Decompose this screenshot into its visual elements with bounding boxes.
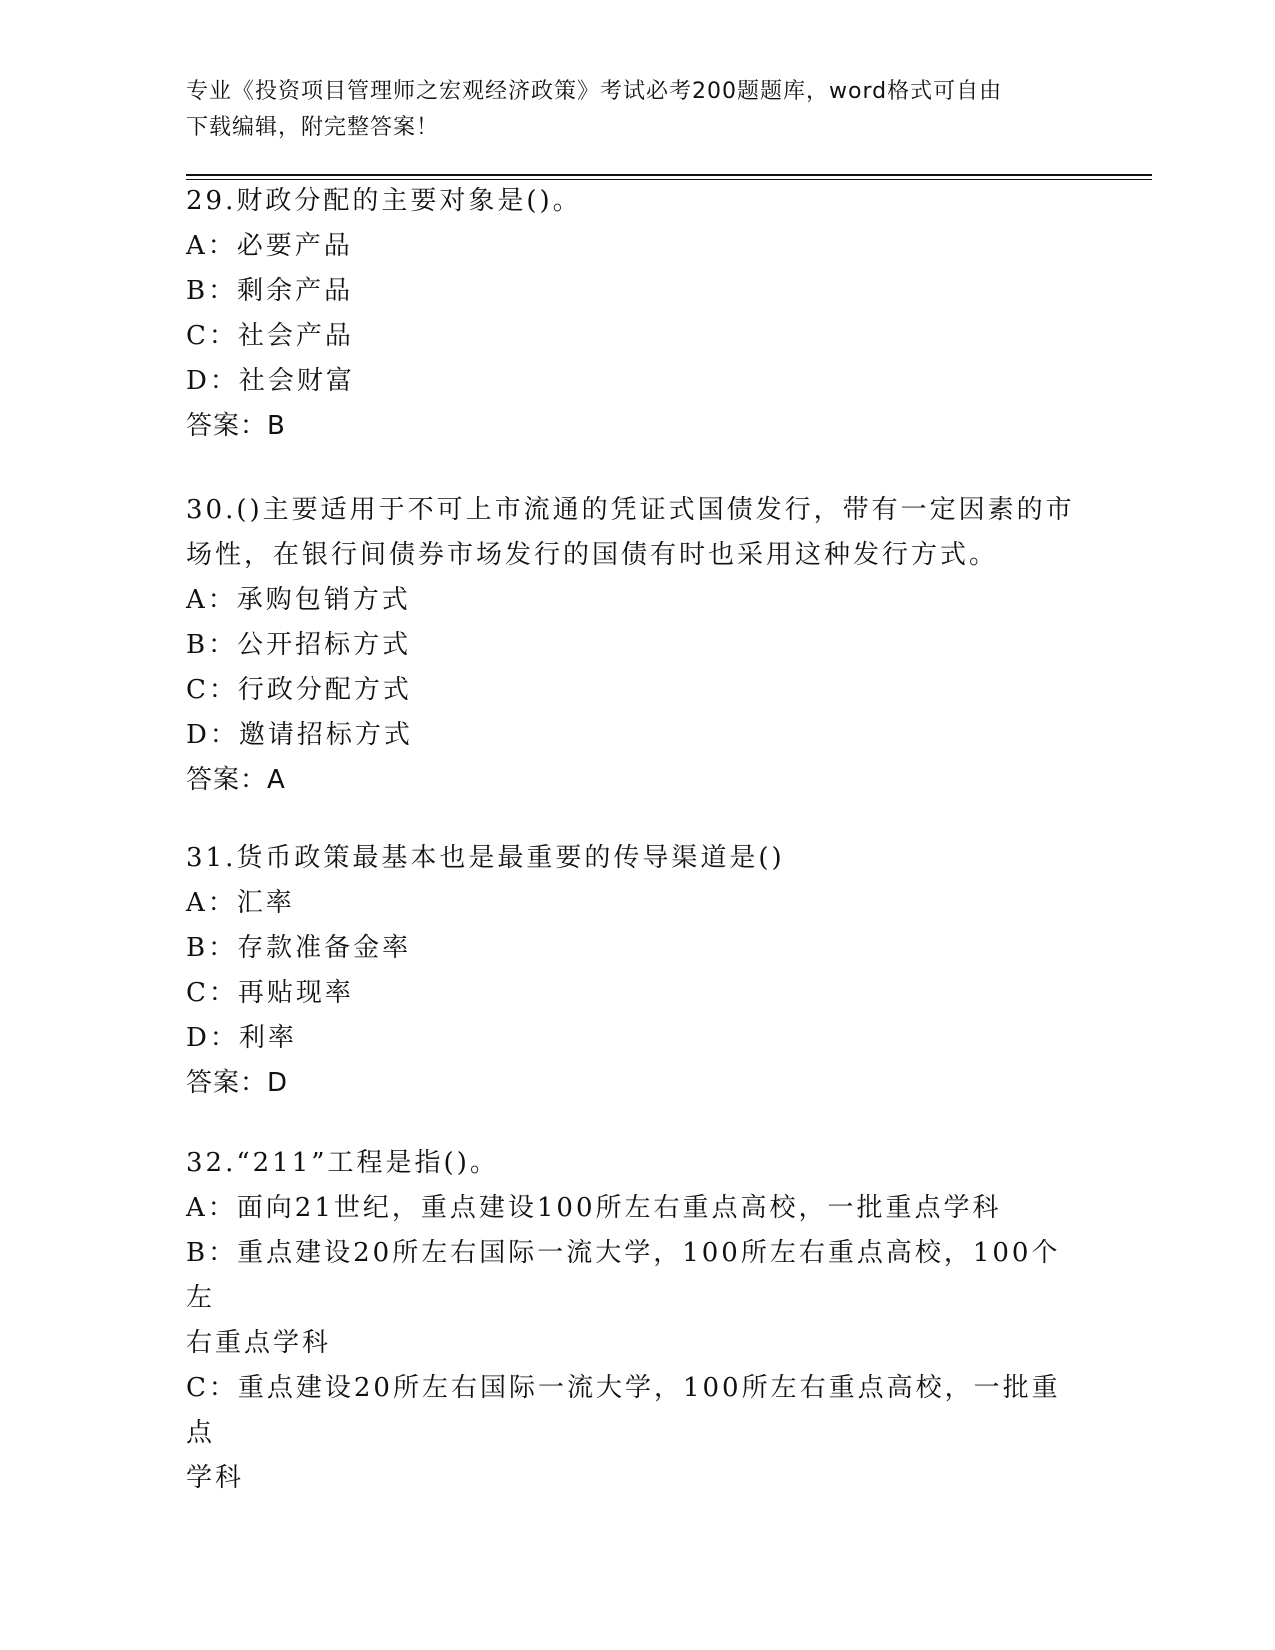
option-b: B：公开招标方式 (186, 630, 412, 660)
header-line: 下载编辑，附完整答案！ (186, 115, 440, 140)
option-a: A：必要产品 (186, 231, 353, 261)
answer-label: 答案：D (186, 1068, 289, 1098)
option-d: D：利率 (186, 1023, 297, 1053)
option-b: B：重点建设20所左右国际一流大学，100所左右重点高校，100个左 (186, 1238, 1061, 1313)
option-a: A：汇率 (186, 888, 295, 918)
answer-label: 答案：B (186, 411, 286, 441)
option-c: C：重点建设20所左右国际一流大学，100所左右重点高校，一批重点 (186, 1373, 1061, 1448)
option-c-cont: 学科 (186, 1463, 245, 1493)
question-stem: 31.货币政策最基本也是最重要的传导渠道是() (186, 843, 785, 873)
header-line: 专业《投资项目管理师之宏观经济政策》考试必考200题题库，word格式可自由 (186, 79, 1003, 104)
document-header (186, 74, 1066, 146)
question-30 (186, 488, 1086, 803)
question-31 (186, 836, 1086, 1106)
option-c: C：再贴现率 (186, 978, 354, 1008)
question-stem: 32.“211”工程是指()。 (186, 1148, 499, 1178)
option-d: D：邀请招标方式 (186, 720, 413, 750)
option-b: B：存款准备金率 (186, 933, 412, 963)
header-divider (186, 174, 1152, 176)
answer-label: 答案：A (186, 765, 286, 795)
option-c: C：行政分配方式 (186, 675, 412, 705)
question-stem: 30.()主要适用于不可上市流通的凭证式国债发行，带有一定因素的市 (186, 495, 1075, 525)
question-stem: 29.财政分配的主要对象是()。 (186, 186, 582, 216)
question-stem-cont: 场性，在银行间债券市场发行的国债有时也采用这种发行方式。 (186, 540, 999, 570)
question-32 (186, 1141, 1086, 1501)
question-29 (186, 179, 1086, 449)
option-b-cont: 右重点学科 (186, 1328, 332, 1358)
option-c: C：社会产品 (186, 321, 354, 351)
option-a: A：承购包销方式 (186, 585, 411, 615)
option-d: D：社会财富 (186, 366, 355, 396)
option-a: A：面向21世纪，重点建设100所左右重点高校，一批重点学科 (186, 1193, 1002, 1223)
option-b: B：剩余产品 (186, 276, 354, 306)
